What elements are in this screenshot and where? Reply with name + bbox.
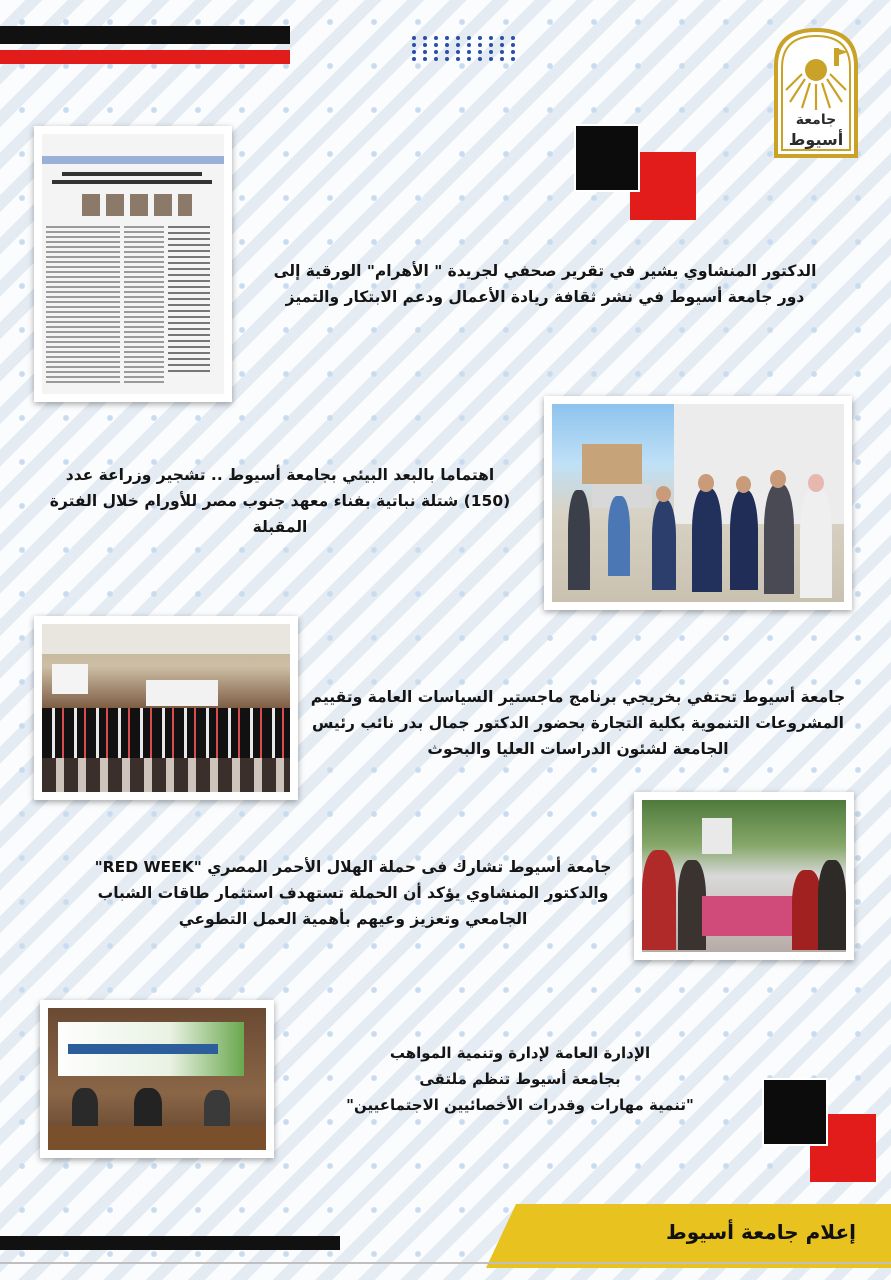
decor-squares-bottom <box>762 1078 876 1182</box>
top-black-bar <box>0 26 290 44</box>
top-red-bar <box>0 50 290 64</box>
article-2-image[interactable] <box>544 396 852 610</box>
graduation-hall-photo-icon <box>42 624 290 792</box>
footer-black-bar <box>0 1236 340 1250</box>
article-5-line2: بجامعة أسيوط تنظم ملتقى <box>419 1070 621 1088</box>
newspaper-clipping-icon <box>42 134 224 394</box>
red-crescent-event-photo-icon <box>642 800 846 952</box>
dot-grid-decoration <box>412 36 519 61</box>
logo-text-line2: أسيوط <box>788 130 844 149</box>
article-5-text[interactable] <box>300 1040 740 1118</box>
article-5-image[interactable] <box>40 1000 274 1158</box>
article-3-image[interactable] <box>34 616 298 800</box>
article-4-text[interactable]: جامعة أسيوط تشارك فى حملة الهلال الأحمر المصري "RED WEEK" والدكتور المنشاوي يؤكد أن الحملة تستهدف استثمار طاقات الشباب الجامعي وتعزيز وعيهم بأهمية العمل التطوعي <box>94 858 612 928</box>
article-3-text[interactable]: جامعة أسيوط تحتفي بخريجي برنامج ماجستير السياسات العامة وتقييم المشروعات التنموية بكلية التجارة بحضور الدكتور جمال بدر نائب رئيس الجامعة لشئون الدراسات العليا والبحوث <box>310 688 846 758</box>
article-5-line3: "تنمية مهارات وقدرات الأخصائيين الاجتماعيين" <box>346 1096 694 1114</box>
footer-label: إعلام جامعة أسيوط <box>665 1220 856 1244</box>
logo-text-line1: جامعة <box>795 112 837 128</box>
article-1-text[interactable]: الدكتور المنشاوي يشير في تقرير صحفي لجريدة " الأهرام" الورقية إلى دور جامعة أسيوط في نشر ثقافة ريادة الأعمال ودعم الابتكار والتميز <box>273 262 817 306</box>
article-1-image[interactable] <box>34 126 232 402</box>
footer-thin-line <box>0 1262 891 1264</box>
officials-outdoor-photo-icon <box>552 404 844 602</box>
article-4-image[interactable] <box>634 792 854 960</box>
decor-squares-top <box>574 124 696 220</box>
conference-panel-photo-icon <box>48 1008 266 1150</box>
assiut-university-logo <box>772 26 860 158</box>
article-5-line1: الإدارة العامة لإدارة وتنمية المواهب <box>389 1044 651 1062</box>
article-2-text[interactable]: اهتماما بالبعد البيئي بجامعة أسيوط .. تشجير وزراعة عدد (150) شتلة نباتية بفناء معهد جنوب مصر للأورام خلال الفترة المقبلة <box>49 466 511 536</box>
